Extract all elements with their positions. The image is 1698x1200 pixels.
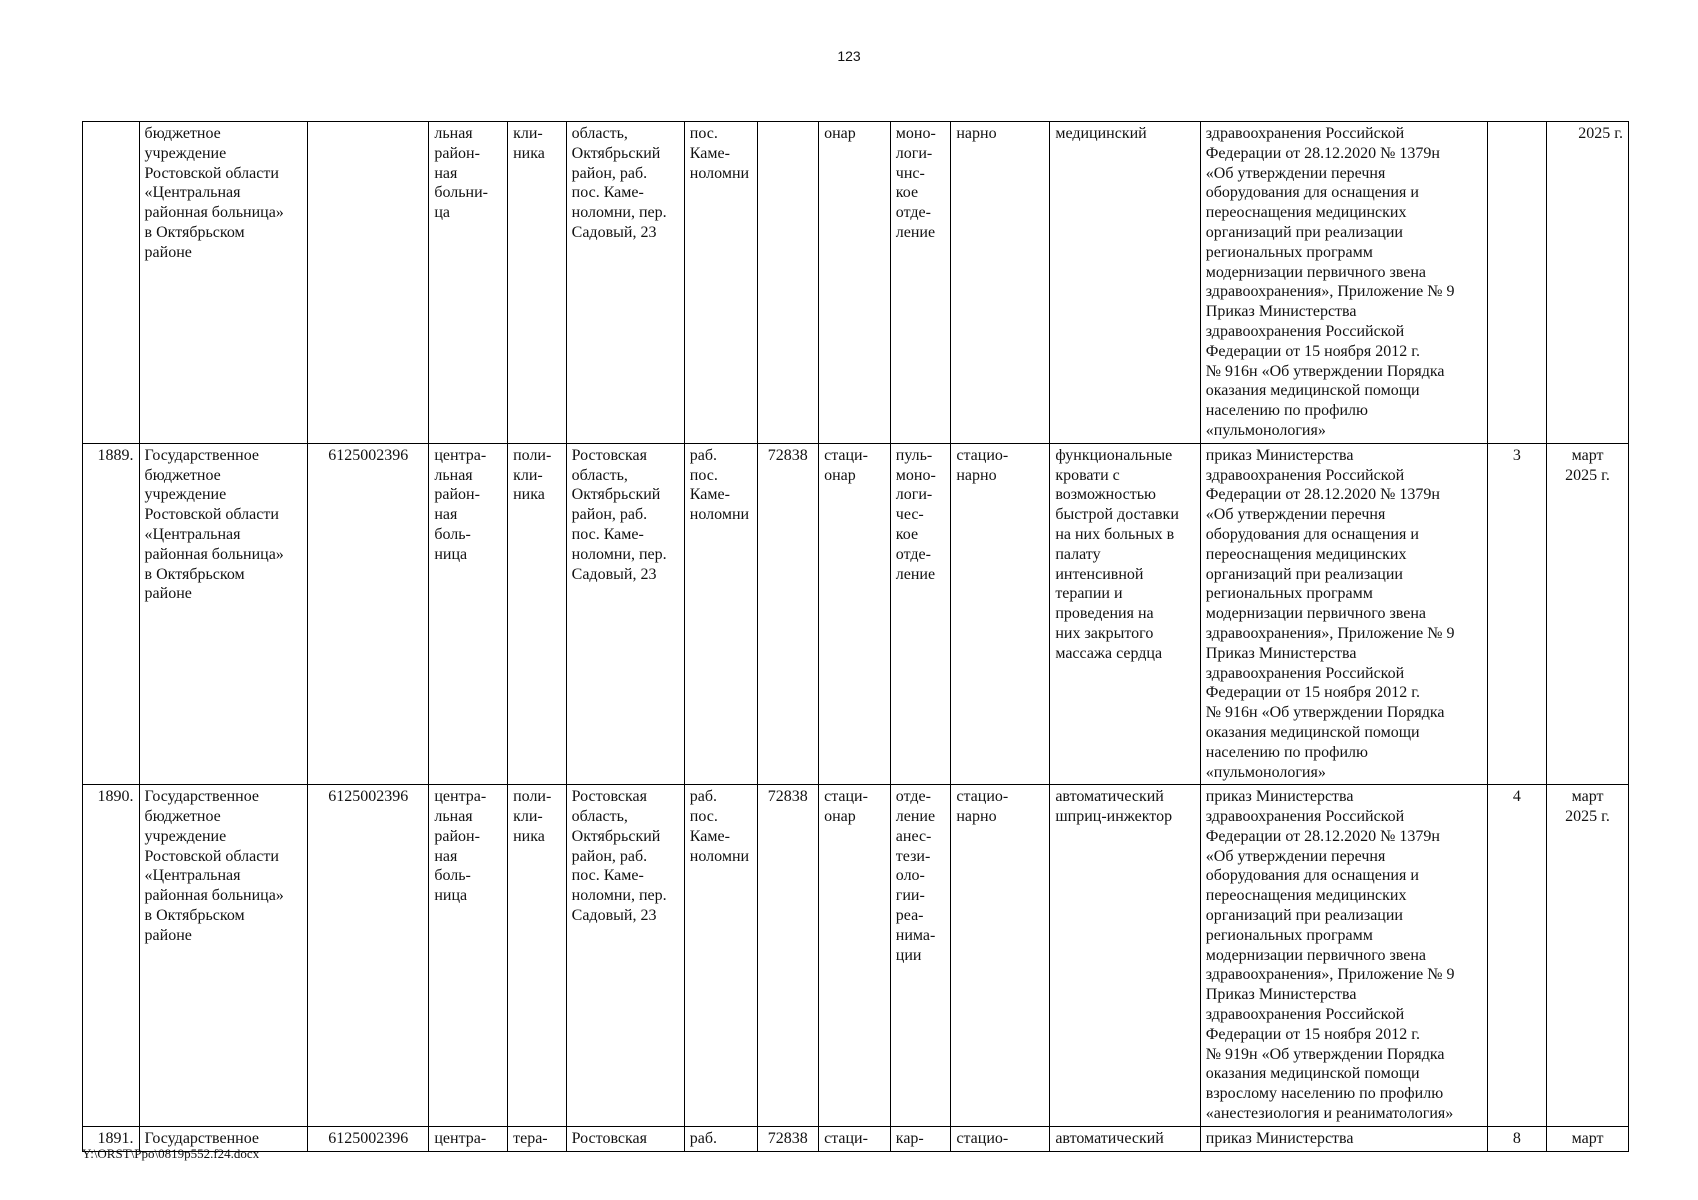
term-cell: март 2025 г. (1547, 785, 1629, 1127)
department-cell: кар- (890, 1126, 951, 1151)
term-cell: март 2025 г. (1547, 443, 1629, 785)
table-row (83, 443, 1629, 785)
care-type-cell: стаци- (819, 1126, 891, 1151)
address-cell: Ростовская область, Октябрьский район, раб. пос. Каме- ноломни, пер. Садовый, 23 (566, 785, 684, 1127)
equipment-cell: функциональные кровати с возможностью быстрой доставки на них больных в палату интенсивной терапии и проведения на них закрытого массажа сердца (1050, 443, 1200, 785)
address-cell: Ростовская (566, 1126, 684, 1151)
care-form-cell: стацио- (951, 1126, 1050, 1151)
code-cell: 72838 (757, 443, 819, 785)
locality-cell: раб. пос. Каме- ноломни (684, 785, 757, 1127)
page-number: 123 (837, 48, 861, 64)
term-cell: март (1547, 1126, 1629, 1151)
quantity-cell: 4 (1487, 785, 1547, 1127)
inn-cell (308, 122, 429, 444)
table-row (83, 1126, 1629, 1151)
organization-cell: Государственное (139, 1126, 308, 1151)
care-type-cell: стаци- онар (819, 785, 891, 1127)
row-number-cell (83, 122, 140, 444)
organization-cell: Государственное бюджетное учреждение Ростовской области «Центральная районная больница» в Октябрьском районе (139, 443, 308, 785)
footer-file-path: Y:\ORST\Ppo\0819p552.f24.docx (82, 1146, 260, 1161)
address-cell: Ростовская область, Октябрьский район, раб. пос. Каме- ноломни, пер. Садовый, 23 (566, 443, 684, 785)
quantity-cell: 3 (1487, 443, 1547, 785)
equipment-cell: автоматический (1050, 1126, 1200, 1151)
care-type-cell: стаци- онар (819, 443, 891, 785)
row-number-cell: 1891. (83, 1126, 140, 1151)
department-cell: моно- логи- чнс- кое отде- ление (890, 122, 951, 444)
legal-basis-cell: приказ Министерства здравоохранения Российской Федерации от 28.12.2020 № 1379н «Об утверждении перечня оборудования для оснащения и переоснащения медицинских организаций при реализации региональных программ модернизации первичного звена здравоохранения», Приложение № 9 Приказ Министерства здравоохранения Российской Федерации от 15 ноября 2012 г. № 916н «Об утверждении Порядка оказания медицинской помощи населению по профилю «пульмонология» (1200, 443, 1487, 785)
department-cell: отде- ление анес- тези- оло- гии- реа- нима- ции (890, 785, 951, 1127)
legal-basis-cell: приказ Министерства (1200, 1126, 1487, 1151)
unit-cell: поли- кли- ника (508, 785, 567, 1127)
unit-cell: тера- (508, 1126, 567, 1151)
equipment-cell: медицинский (1050, 122, 1200, 444)
quantity-cell: 8 (1487, 1126, 1547, 1151)
inn-cell: 6125002396 (308, 443, 429, 785)
legal-basis-cell: приказ Министерства здравоохранения Российской Федерации от 28.12.2020 № 1379н «Об утверждении перечня оборудования для оснащения и переоснащения медицинских организаций при реализации региональных программ модернизации первичного звена здравоохранения», Приложение № 9 Приказ Министерства здравоохранения Российской Федерации от 15 ноября 2012 г. № 919н «Об утверждении Порядка оказания медицинской помощи взрослому населению по профилю «анестезиология и реаниматология» (1200, 785, 1487, 1127)
legal-basis-cell: здравоохранения Российской Федерации от 28.12.2020 № 1379н «Об утверждении перечня оборудования для оснащения и переоснащения медицинских организаций при реализации региональных программ модернизации первичного звена здравоохранения», Приложение № 9 Приказ Министерства здравоохранения Российской Федерации от 15 ноября 2012 г. № 916н «Об утверждении Порядка оказания медицинской помощи населению по профилю «пульмонология» (1200, 122, 1487, 444)
row-number-cell: 1889. (83, 443, 140, 785)
address-cell: область, Октябрьский район, раб. пос. Каме- ноломни, пер. Садовый, 23 (566, 122, 684, 444)
institution-type-cell: центра- (429, 1126, 508, 1151)
table-row (83, 785, 1629, 1127)
locality-cell: пос. Каме- ноломни (684, 122, 757, 444)
institution-type-cell: центра- льная район- ная боль- ница (429, 785, 508, 1127)
code-cell: 72838 (757, 1126, 819, 1151)
care-form-cell: стацио- нарно (951, 443, 1050, 785)
inn-cell: 6125002396 (308, 1126, 429, 1151)
institution-type-cell: льная район- ная больни- ца (429, 122, 508, 444)
department-cell: пуль- моно- логи- чес- кое отде- ление (890, 443, 951, 785)
equipment-registry-table (82, 121, 1629, 1152)
equipment-cell: автоматический шприц-инжектор (1050, 785, 1200, 1127)
organization-cell: бюджетное учреждение Ростовской области «Центральная районная больница» в Октябрьском районе (139, 122, 308, 444)
care-type-cell: онар (819, 122, 891, 444)
unit-cell: поли- кли- ника (508, 443, 567, 785)
code-cell (757, 122, 819, 444)
code-cell: 72838 (757, 785, 819, 1127)
unit-cell: кли- ника (508, 122, 567, 444)
care-form-cell: стацио- нарно (951, 785, 1050, 1127)
quantity-cell (1487, 122, 1547, 444)
row-number-cell: 1890. (83, 785, 140, 1127)
organization-cell: Государственное бюджетное учреждение Ростовской области «Центральная районная больница» в Октябрьском районе (139, 785, 308, 1127)
inn-cell: 6125002396 (308, 785, 429, 1127)
institution-type-cell: центра- льная район- ная боль- ница (429, 443, 508, 785)
locality-cell: раб. пос. Каме- ноломни (684, 443, 757, 785)
locality-cell: раб. (684, 1126, 757, 1151)
table-row (83, 122, 1629, 444)
term-cell: 2025 г. (1547, 122, 1629, 444)
care-form-cell: нарно (951, 122, 1050, 444)
